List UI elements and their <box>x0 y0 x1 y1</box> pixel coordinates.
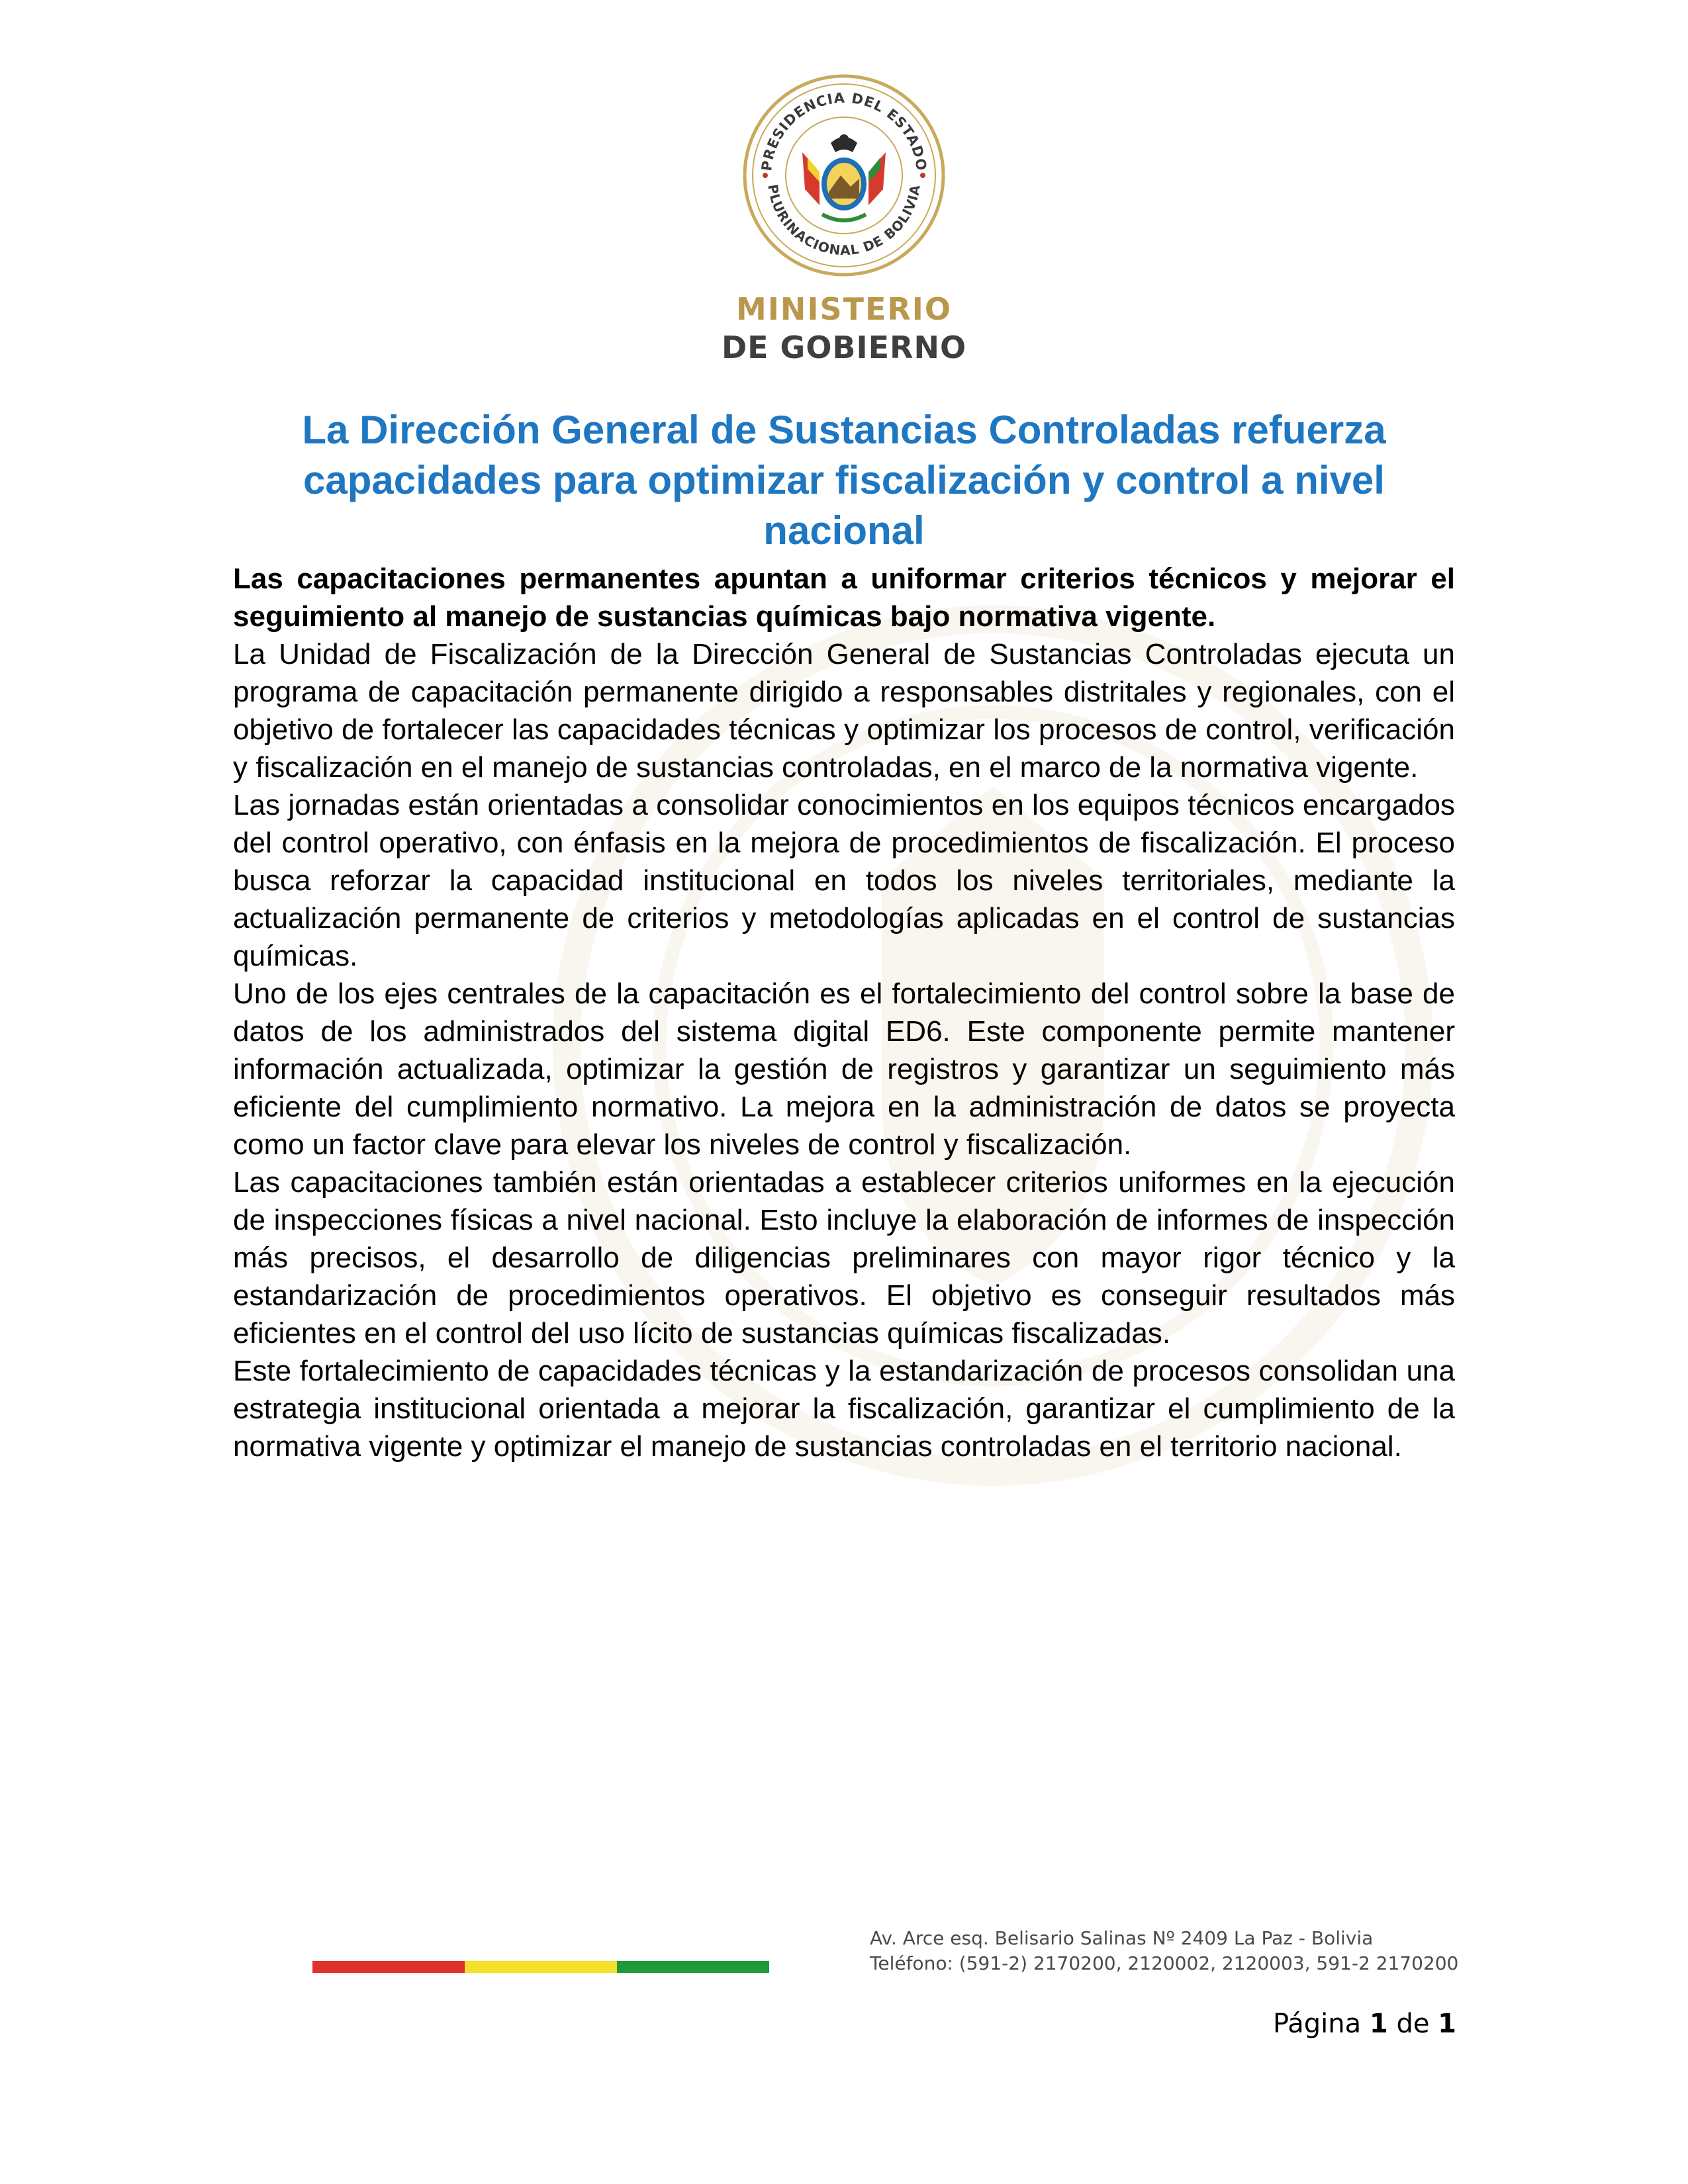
paragraph-3: Uno de los ejes centrales de la capacitación es el fortalecimiento del control sobre la base de datos de los administrados del sistema digital ED6. Este componente permite mantener información actualizada, optimizar la gestión de registros y garantizar un seguimiento más eficiente del cumplimiento normativo. La mejora en la administración de datos se proyecta como un factor clave para elevar los niveles de control y fiscalización. <box>233 978 1455 1161</box>
footer-phone: Teléfono: (591-2) 2170200, 2120002, 2120003, 591-2 2170200 <box>870 1952 1459 1974</box>
paragraph-5: Este fortalecimiento de capacidades técnicas y la estandarización de procesos consolidan una estrategia institucional orientada a mejorar la fiscalización, garantizar el cumplimiento de la normativa vigente y optimizar el manejo de sustancias controladas en el territorio nacional. <box>233 1355 1455 1463</box>
paragraph-1: La Unidad de Fiscalización de la Dirección General de Sustancias Controladas ejecuta un programa de capacitación permanente dirigido a responsables distritales y regionales, con el objetivo de fortalecer las capacidades técnicas y optimizar los procesos de control, verificación y fiscalización en el manejo de sustancias controladas, en el marco de la normativa vigente. <box>233 638 1455 784</box>
page-label: Página <box>1272 2009 1362 2039</box>
seal-bottom-text: PLURINACIONAL DE BOLIVIA <box>765 183 923 259</box>
flag-yellow-stripe <box>465 1961 617 1973</box>
article-title: La Dirección General de Sustancias Controladas refuerza capacidades para optimizar fiscalización y control a nivel nacional <box>302 408 1386 553</box>
page-total: 1 <box>1438 2009 1456 2039</box>
seal-top-text: PRESIDENCIA DEL ESTADO <box>759 89 930 172</box>
flag-color-bar <box>312 1961 769 1973</box>
ministry-line-2: DE GOBIERNO <box>721 330 967 365</box>
page-number <box>1225 2009 1456 2039</box>
footer-address: Av. Arce esq. Belisario Salinas Nº 2409 La Paz - Bolivia <box>870 1927 1374 1949</box>
flag-red-stripe <box>312 1961 465 1973</box>
ministry-logo-text <box>596 290 1092 367</box>
paragraph-2: Las jornadas están orientadas a consolidar conocimientos en los equipos técnicos encargados del control operativo, con énfasis en la mejora de procedimientos de fiscalización. El proceso busca reforzar la capacidad institucional en todos los niveles territoriales, mediante la actualización permanente de criterios y metodologías aplicadas en el control de sustancias químicas. <box>233 789 1455 972</box>
presidency-seal-logo <box>741 73 947 278</box>
page-current: 1 <box>1369 2009 1388 2039</box>
article-subtitle: Las capacitaciones permanentes apuntan a uniformar criterios técnicos y mejorar el seguimiento al manejo de sustancias químicas bajo normativa vigente. <box>233 563 1455 633</box>
paragraph-4: Las capacitaciones también están orientadas a establecer criterios uniformes en la ejecución de inspecciones físicas a nivel nacional. Esto incluye la elaboración de informes de inspección más precisos, el desarrollo de diligencias preliminares con mayor rigor técnico y la estandarización de procedimientos operativos. El objetivo es conseguir resultados más eficientes en el control del uso lícito de sustancias químicas fiscalizadas. <box>233 1166 1455 1349</box>
article-body <box>233 405 1455 1465</box>
flag-green-stripe <box>617 1961 769 1973</box>
ministry-line-1: MINISTERIO <box>735 291 953 327</box>
page-of: de <box>1396 2009 1430 2039</box>
footer-contact <box>870 1926 1466 1976</box>
